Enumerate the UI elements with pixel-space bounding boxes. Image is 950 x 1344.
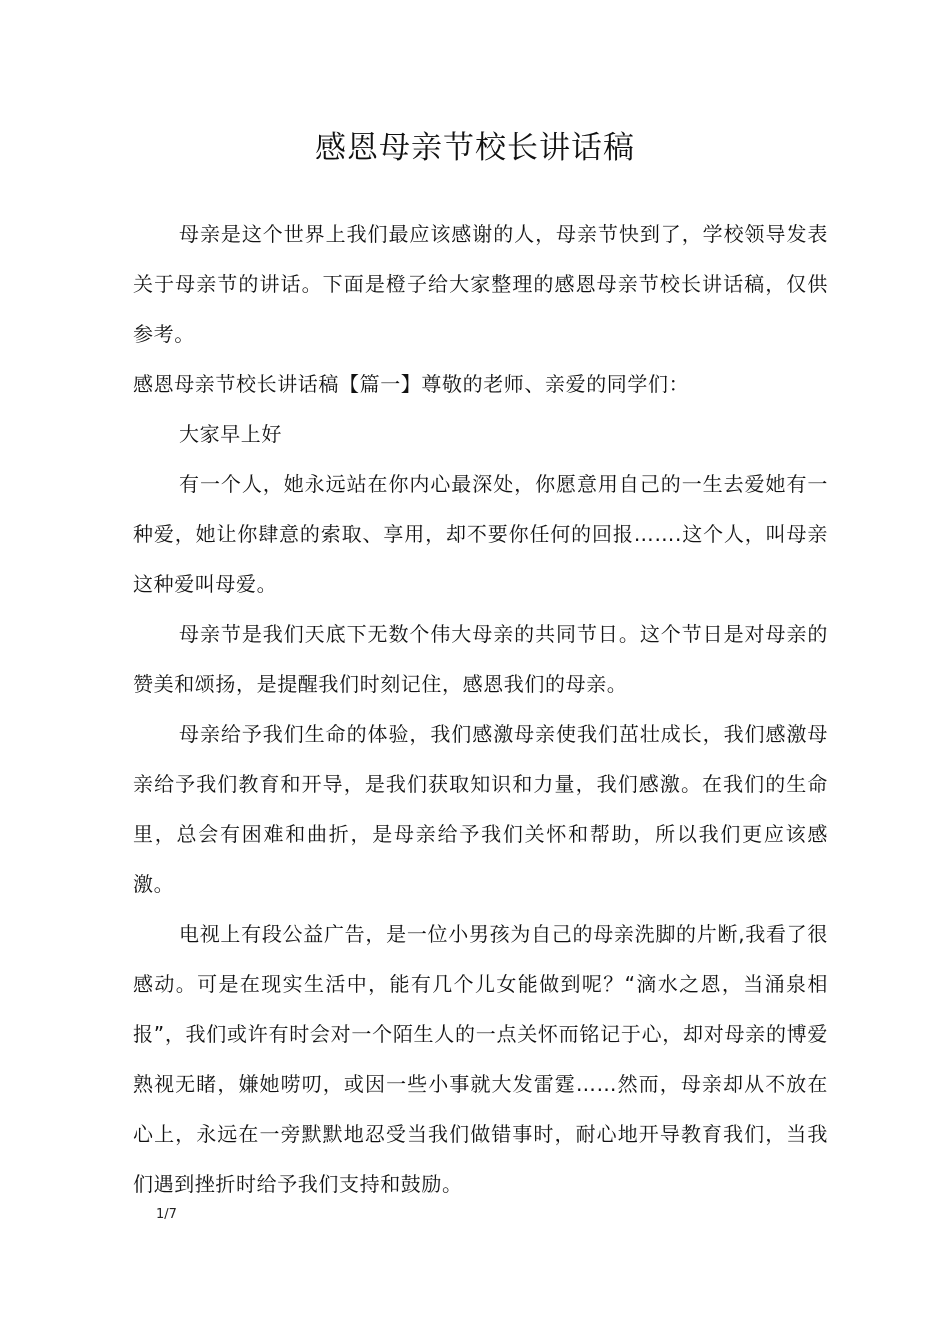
body-paragraph: 母亲节是我们天底下无数个伟大母亲的共同节日。这个节日是对母亲的赞美和颂扬，是提醒我们时刻记住，感恩我们的母亲。 [133,622,828,696]
document-body [133,209,828,1209]
page-number: 1/7 [156,1207,177,1222]
greeting-paragraph: 大家早上好 [179,422,282,446]
body-paragraph: 母亲给予我们生命的体验，我们感激母亲使我们茁壮成长，我们感激母亲给予我们教育和开导，是我们获取知识和力量，我们感激。在我们的生命里，总会有困难和曲折，是母亲给予我们关怀和帮助，所以我们更应该感激。 [133,722,828,896]
body-paragraph: 有一个人，她永远站在你内心最深处，你愿意用自己的一生去爱她有一种爱，她让你肆意的索取、享用，却不要你任何的回报…….这个人，叫母亲这种爱叫母爱。 [133,472,828,596]
intro-paragraph: 母亲是这个世界上我们最应该感谢的人，母亲节快到了，学校领导发表关于母亲节的讲话。下面是橙子给大家整理的感恩母亲节校长讲话稿，仅供参考。 [133,222,828,346]
section-heading: 感恩母亲节校长讲话稿【篇一】尊敬的老师、亲爱的同学们： [133,372,690,396]
document-title: 感恩母亲节校长讲话稿 [315,130,635,166]
body-paragraph: 电视上有段公益广告，是一位小男孩为自己的母亲洗脚的片断,我看了很感动。可是在现实生活中，能有几个儿女能做到呢？“滴水之恩，当涌泉相报”，我们或许有时会对一个陌生人的一点关怀而铭记于心，却对母亲的博爱熟视无睹，嫌她唠叨，或因一些小事就大发雷霆……然而，母亲却从不放在心上，永远在一旁默默地忍受当我们做错事时，耐心地开导教育我们，当我们遇到挫折时给予我们支持和鼓励。 [133,922,828,1196]
